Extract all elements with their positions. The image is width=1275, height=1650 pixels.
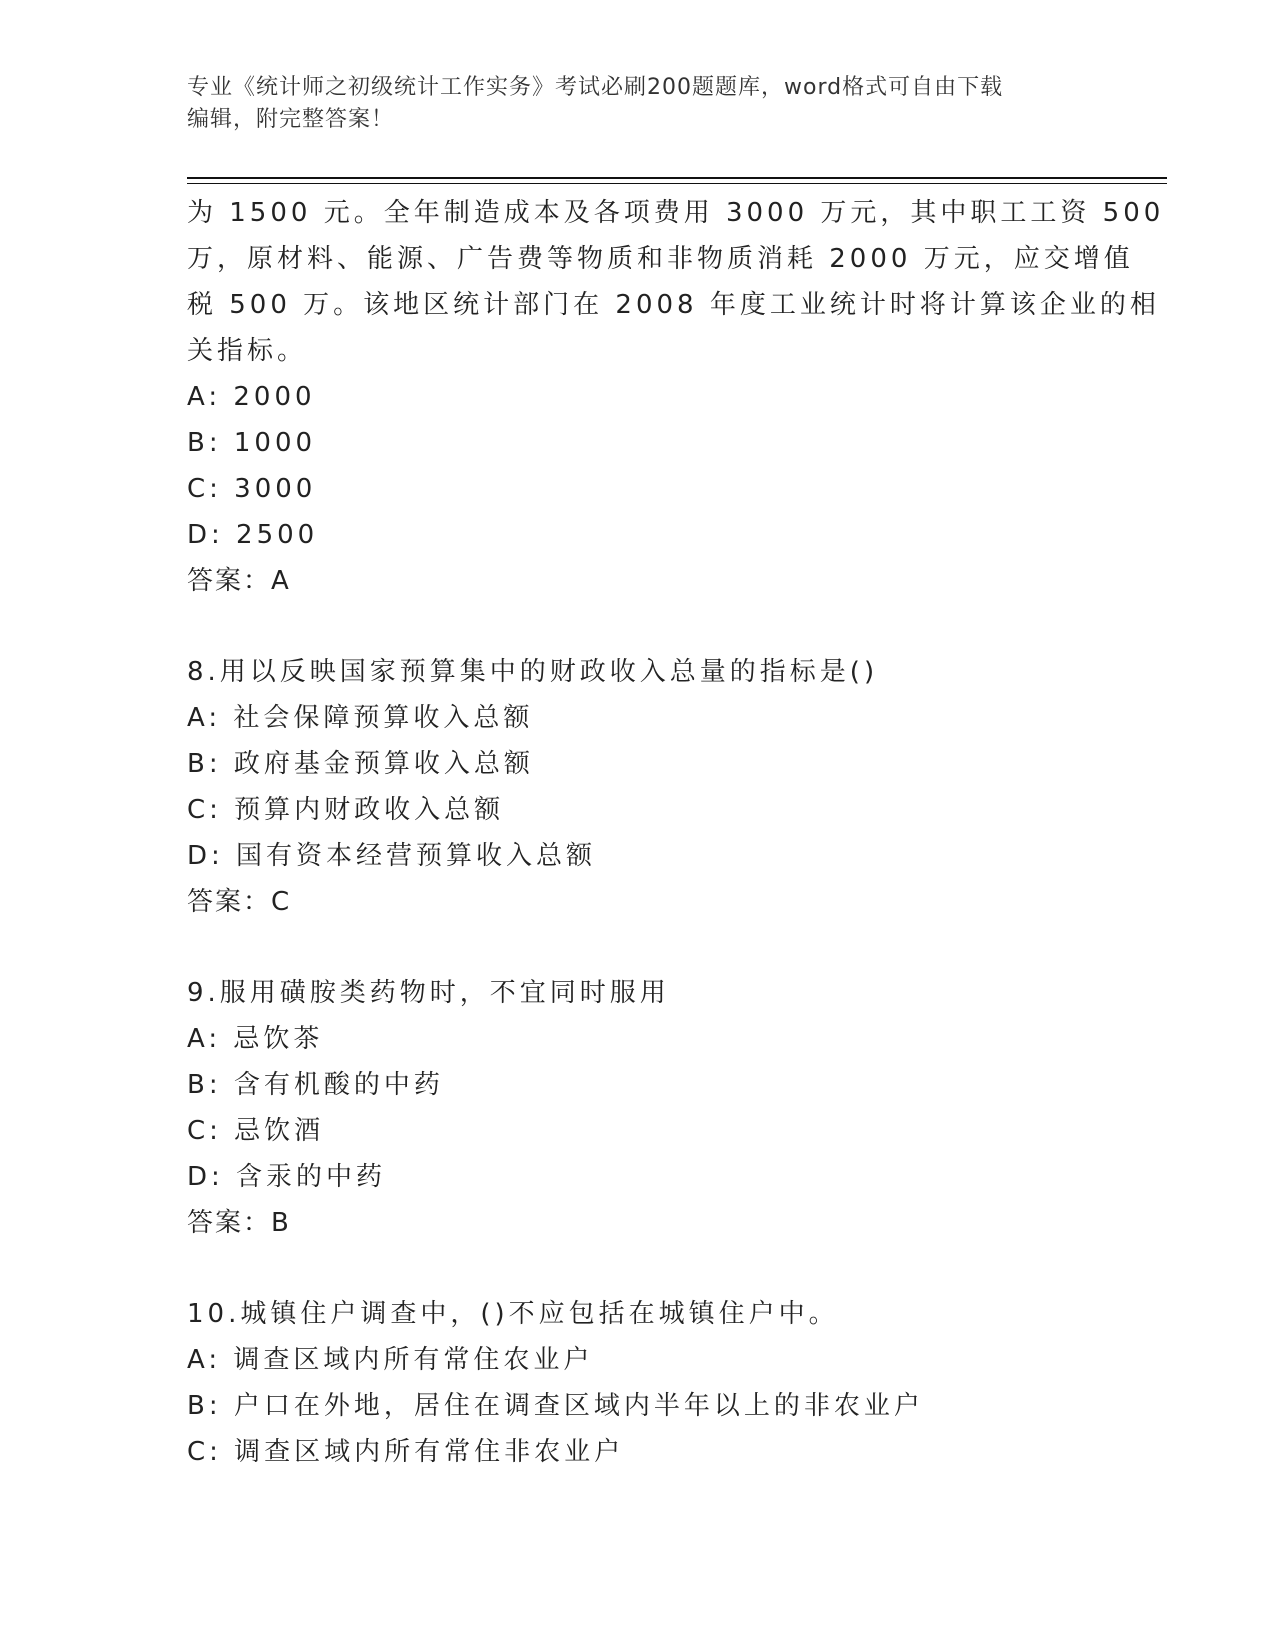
question-8-option-a: A: 社会保障预算收入总额 [187, 703, 534, 733]
question-10-option-b: B: 户口在外地，居住在调查区域内半年以上的非农业户 [187, 1391, 924, 1421]
document-header [187, 72, 1087, 136]
question-9-option-b: B: 含有机酸的中药 [187, 1070, 444, 1100]
header-divider-thick [187, 177, 1167, 179]
question-8-answer: 答案：C [187, 887, 292, 917]
question-8-option-c: C: 预算内财政收入总额 [187, 795, 505, 825]
question-9-option-d: D: 含汞的中药 [187, 1162, 387, 1192]
question-10-text: 10.城镇住户调查中，()不应包括在城镇住户中。 [187, 1299, 839, 1329]
question-7-block [187, 190, 1165, 604]
question-9-text: 9.服用磺胺类药物时，不宜同时服用 [187, 978, 670, 1008]
document-body [187, 190, 1165, 1475]
question-7-option-c: C: 3000 [187, 474, 317, 504]
question-10-option-a: A: 调查区域内所有常住农业户 [187, 1345, 594, 1375]
question-7-option-d: D: 2500 [187, 520, 319, 550]
question-7-text-line: 关指标。 [187, 336, 308, 366]
question-7-text-line: 为 1500 元。全年制造成本及各项费用 3000 万元，其中职工工资 500 [187, 198, 1165, 228]
question-8-text: 8.用以反映国家预算集中的财政收入总量的指标是() [187, 657, 879, 687]
header-divider-thin [187, 183, 1167, 184]
question-7-text-line: 万，原材料、能源、广告费等物质和非物质消耗 2000 万元，应交增值 [187, 244, 1134, 274]
question-7-answer: 答案：A [187, 566, 291, 596]
question-7-option-b: B: 1000 [187, 428, 317, 458]
spacer [187, 925, 1087, 970]
spacer [187, 604, 1087, 649]
question-7-option-a: A: 2000 [187, 382, 316, 412]
question-10-block [187, 1291, 1087, 1475]
question-10-option-c: C: 调查区域内所有常住非农业户 [187, 1437, 625, 1467]
question-9-answer: 答案：B [187, 1208, 291, 1238]
header-line-1: 专业《统计师之初级统计工作实务》考试必刷200题题库，word格式可自由下载 [187, 75, 1004, 100]
spacer [187, 1246, 1087, 1291]
question-9-option-a: A: 忌饮茶 [187, 1024, 324, 1054]
question-8-option-b: B: 政府基金预算收入总额 [187, 749, 534, 779]
header-line-2: 编辑，附完整答案！ [187, 107, 395, 132]
question-8-block [187, 649, 1087, 925]
question-8-option-d: D: 国有资本经营预算收入总额 [187, 841, 597, 871]
question-9-option-c: C: 忌饮酒 [187, 1116, 325, 1146]
question-9-block [187, 970, 1087, 1246]
question-7-text-line: 税 500 万。该地区统计部门在 2008 年度工业统计时将计算该企业的相 [187, 290, 1160, 320]
